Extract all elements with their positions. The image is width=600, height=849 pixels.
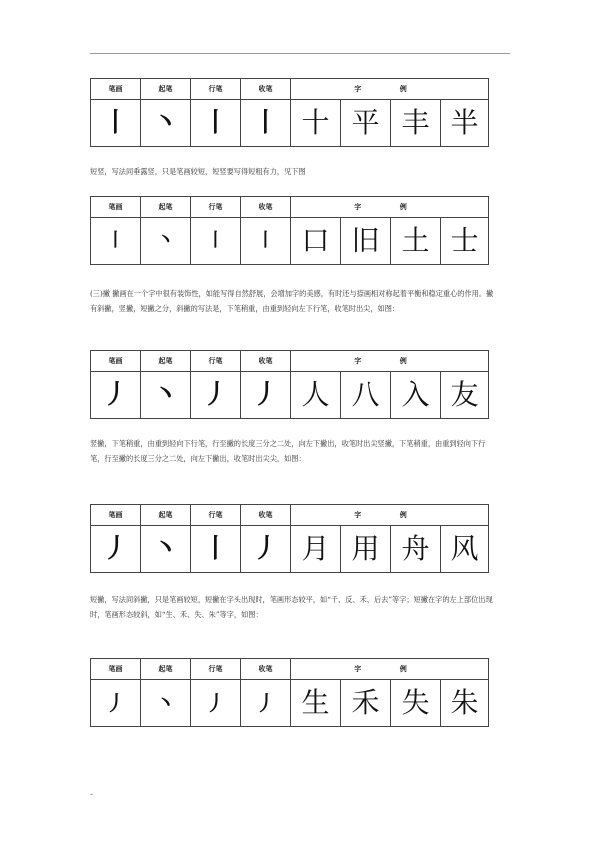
stroke-table-3 (90, 350, 489, 419)
header-stroke: 笔画 (91, 351, 141, 372)
stroke-cell: 丿 (191, 372, 241, 419)
stroke-cell: 丿 (241, 372, 291, 419)
example-char: 禾 (341, 680, 391, 727)
example-char: 丰 (391, 100, 441, 147)
stroke-cell: 丶 (141, 100, 191, 147)
table-header-row (91, 197, 489, 218)
stroke-cell: 丿 (241, 526, 291, 573)
table-row (91, 218, 489, 265)
header-start: 起笔 (141, 351, 191, 372)
stroke-cell: 丶 (141, 526, 191, 573)
stroke-cell: 丨 (191, 100, 241, 147)
header-move: 行笔 (191, 505, 241, 526)
header-start: 起笔 (141, 197, 191, 218)
paragraph-short-pie: 短撇，写法同斜撇，只是笔画较短，短撇在字头出现时，笔画形态较平，如“千、反、禾、后去”等字；短撇在字的左上部位出现时，笔画形态较斜，如“生、禾、失、朱”等字，如图： (90, 595, 493, 619)
example-char: 士 (441, 218, 489, 265)
header-stroke: 笔画 (91, 659, 141, 680)
stroke-table-1 (90, 78, 489, 147)
stroke-table-5 (90, 658, 489, 727)
table-header-row (91, 79, 489, 100)
example-char: 用 (341, 526, 391, 573)
header-start: 起笔 (141, 505, 191, 526)
example-char: 土 (391, 218, 441, 265)
table-header-row (91, 505, 489, 526)
stroke-cell: 丨 (191, 526, 241, 573)
header-examples: 字 例 (291, 351, 489, 372)
header-start: 起笔 (141, 659, 191, 680)
table-row (91, 680, 489, 727)
stroke-table-4 (90, 504, 489, 573)
table-header-row (91, 351, 489, 372)
header-move: 行笔 (191, 659, 241, 680)
stroke-cell: 丨 (191, 218, 241, 265)
header-rule (90, 53, 510, 54)
example-char: 朱 (441, 680, 489, 727)
stroke-cell: 丿 (91, 680, 141, 727)
stroke-cell: 丶 (141, 680, 191, 727)
stroke-table-2 (90, 196, 489, 265)
paragraph-vertical-pie: 竖撇，下笔稍重，由重到轻向下行笔，行至撇的长度三分之二处，向左下撇出，收笔时出尖竖撇，下笔稍重，由重到轻向下行笔，行至撇的长度三分之二处，向左下撇出，收笔时出尖尖，如图： (90, 439, 486, 463)
stroke-cell: 丿 (241, 680, 291, 727)
example-char: 风 (441, 526, 489, 573)
example-char: 舟 (391, 526, 441, 573)
header-examples: 字 例 (291, 79, 489, 100)
stroke-cell: 丨 (241, 218, 291, 265)
paragraph-short-vertical: 短竖，写法同垂露竖，只是笔画较短，短竖要写得短粗有力，见下图 (90, 167, 306, 176)
header-end: 收笔 (241, 505, 291, 526)
header-end: 收笔 (241, 659, 291, 680)
example-char: 人 (291, 372, 341, 419)
example-char: 失 (391, 680, 441, 727)
example-char: 生 (291, 680, 341, 727)
stroke-cell: 丿 (91, 526, 141, 573)
example-char: 入 (391, 372, 441, 419)
example-char: 平 (341, 100, 391, 147)
example-char: 八 (341, 372, 391, 419)
stroke-cell: 丨 (91, 100, 141, 147)
header-move: 行笔 (191, 351, 241, 372)
header-start: 起笔 (141, 79, 191, 100)
header-examples: 字 例 (291, 659, 489, 680)
stroke-cell: 丨 (241, 100, 291, 147)
example-char: 口 (291, 218, 341, 265)
header-stroke: 笔画 (91, 197, 141, 218)
header-examples: 字 例 (291, 505, 489, 526)
table-row (91, 100, 489, 147)
example-char: 友 (441, 372, 489, 419)
stroke-cell: 丿 (91, 372, 141, 419)
table-row (91, 526, 489, 573)
header-end: 收笔 (241, 197, 291, 218)
header-move: 行笔 (191, 197, 241, 218)
example-char: 十 (291, 100, 341, 147)
header-stroke: 笔画 (91, 505, 141, 526)
example-char: 月 (291, 526, 341, 573)
header-stroke: 笔画 (91, 79, 141, 100)
example-char: 半 (441, 100, 489, 147)
footer-mark: - (90, 790, 94, 800)
stroke-cell: 丨 (91, 218, 141, 265)
header-end: 收笔 (241, 79, 291, 100)
table-header-row (91, 659, 489, 680)
paragraph-pie-intro: (三)撇 撇画在一个字中很有装饰性，如能写得自然舒展，会增加字的美感，有时还与捺画相对称起着平衡和稳定重心的作用。撇有斜撇，竖撇，短撇之分，斜撇的写法是，下笔稍重，由重到轻向左下行笔，收笔时出尖，如图： (90, 289, 494, 313)
stroke-cell: 丶 (141, 372, 191, 419)
header-move: 行笔 (191, 79, 241, 100)
stroke-cell: 丿 (191, 680, 241, 727)
header-examples: 字 例 (291, 197, 489, 218)
example-char: 旧 (341, 218, 391, 265)
table-row (91, 372, 489, 419)
header-end: 收笔 (241, 351, 291, 372)
stroke-cell: 丶 (141, 218, 191, 265)
